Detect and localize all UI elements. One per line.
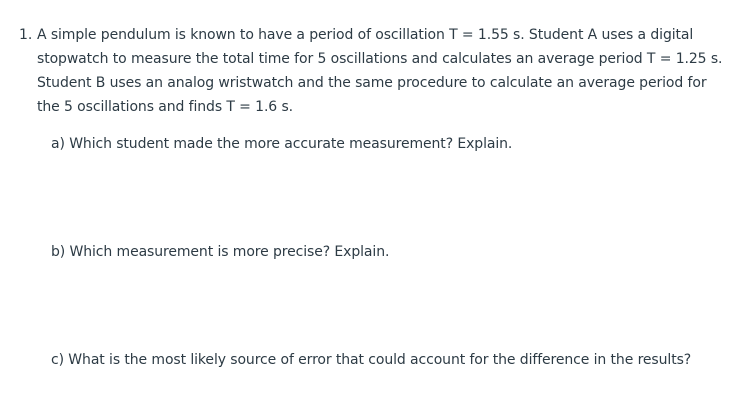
question-stem-line: the 5 oscillations and finds T = 1.6 s. <box>37 99 294 115</box>
question-stem-line: A simple pendulum is known to have a period of oscillation T = 1.55 s. Student A uses a digital <box>37 27 694 43</box>
sub-question-a: a) Which student made the more accurate measurement? Explain. <box>51 136 513 152</box>
sub-question-c: c) What is the most likely source of error that could account for the difference in the results? <box>51 352 692 368</box>
question-stem-line: Student B uses an analog wristwatch and the same procedure to calculate an average period for <box>37 75 707 91</box>
question-number: 1. <box>19 27 33 43</box>
question-stem-line: stopwatch to measure the total time for 5 oscillations and calculates an average period T = 1.25 s. <box>37 51 723 67</box>
sub-question-b: b) Which measurement is more precise? Explain. <box>51 244 390 260</box>
